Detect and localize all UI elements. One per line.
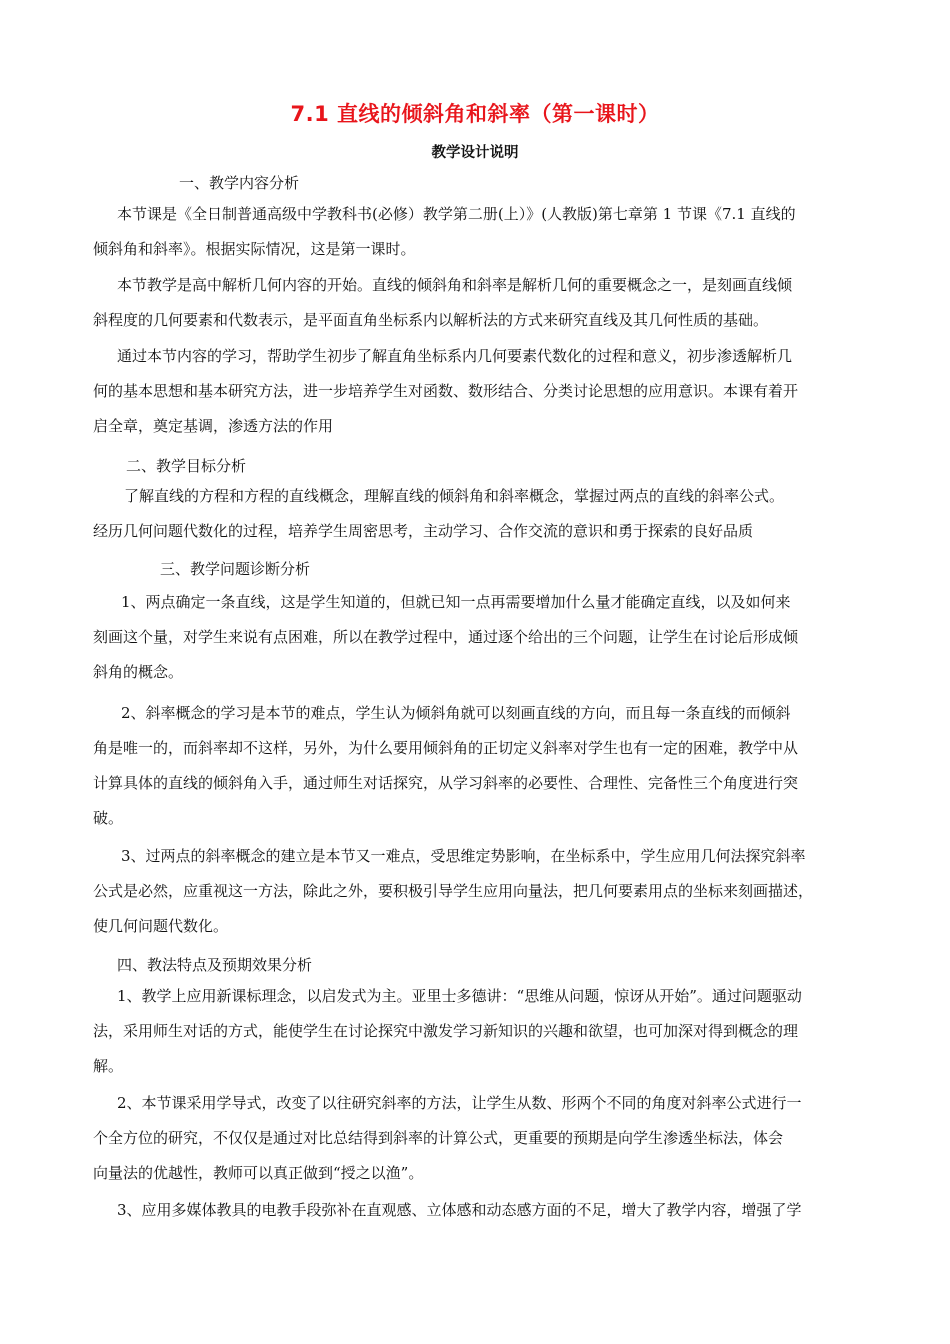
text-line: 何的基本思想和基本研究方法，进一步培养学生对函数、数形结合、分类讨论思想的应用意识。本课有着开 bbox=[93, 382, 799, 400]
text-line: 3、应用多媒体教具的电教手段弥补在直观感、立体感和动态感方面的不足，增大了教学内容，增强了学 bbox=[117, 1201, 802, 1219]
text-line: 启全章，奠定基调，渗透方法的作用 bbox=[93, 417, 334, 435]
section-3-paragraph-2 bbox=[93, 696, 799, 836]
text-line: 计算具体的直线的倾斜角入手，通过师生对话探究，从学习斜率的必要性、合理性、完备性三个角度进行突 bbox=[93, 774, 799, 792]
section-4-paragraph-1 bbox=[93, 979, 802, 1084]
text-line: 个全方位的研究，不仅仅是通过对比总结得到斜率的计算公式，更重要的预期是向学生渗透坐标法，体会 bbox=[93, 1129, 784, 1147]
text-line: 本节课是《全日制普通高级中学教科书(必修）教学第二册(上）》(人教版)第七章第 1 节课《7.1 直线的 bbox=[117, 205, 796, 223]
text-line: 1、两点确定一条直线，这是学生知道的，但就已知一点再需要增加什么量才能确定直线，以及如何来 bbox=[121, 593, 791, 611]
text-line: 了解直线的方程和方程的直线概念，理解直线的倾斜角和斜率概念，掌握过两点的直线的斜率公式。 bbox=[124, 487, 785, 505]
text-line: 角是唯一的，而斜率却不这样，另外，为什么要用倾斜角的正切定义斜率对学生也有一定的困难，教学中从 bbox=[93, 739, 799, 757]
text-line: 1、教学上应用新课标理念，以启发式为主。亚里士多德讲：“思维从问题，惊讶从开始”。通过问题驱动 bbox=[117, 987, 802, 1005]
text-line: 刻画这个量，对学生来说有点困难，所以在教学过程中，通过逐个给出的三个问题，让学生在讨论后形成倾 bbox=[93, 628, 799, 646]
document-subtitle: 教学设计说明 bbox=[431, 145, 519, 161]
document-title: 7.1 直线的倾斜角和斜率（第一课时） bbox=[290, 102, 660, 126]
text-line: 公式是必然，应重视这一方法，除此之外，要积极引导学生应用向量法，把几何要素用点的坐标来刻画描述， bbox=[93, 882, 814, 900]
text-line: 2、斜率概念的学习是本节的难点，学生认为倾斜角就可以刻画直线的方向，而且每一条直线的而倾斜 bbox=[121, 704, 791, 722]
section-3-paragraph-1 bbox=[93, 585, 799, 690]
section-1-heading: 一、教学内容分析 bbox=[179, 174, 300, 192]
text-line: 向量法的优越性，教师可以真正做到“授之以渔”。 bbox=[93, 1164, 424, 1182]
text-line: 经历几何问题代数化的过程，培养学生周密思考，主动学习、合作交流的意识和勇于探索的良好品质 bbox=[93, 522, 754, 540]
text-line: 通过本节内容的学习，帮助学生初步了解直角坐标系内几何要素代数化的过程和意义，初步渗透解析几 bbox=[117, 347, 793, 365]
text-line: 倾斜角和斜率》。根据实际情况，这是第一课时。 bbox=[93, 240, 416, 258]
section-2-heading: 二、教学目标分析 bbox=[126, 457, 247, 475]
text-line: 2、本节课采用学导式，改变了以往研究斜率的方法，让学生从数、形两个不同的角度对斜率公式进行一 bbox=[117, 1094, 802, 1112]
section-4-paragraph-2 bbox=[93, 1086, 802, 1191]
section-1-paragraph-2 bbox=[93, 268, 793, 338]
text-line: 3、过两点的斜率概念的建立是本节又一难点，受思维定势影响，在坐标系中，学生应用几何法探究斜率 bbox=[121, 847, 806, 865]
section-4-heading: 四、教法特点及预期效果分析 bbox=[117, 956, 313, 974]
section-3-heading: 三、教学问题诊断分析 bbox=[160, 560, 311, 578]
text-line: 法，采用师生对话的方式，能使学生在讨论探究中激发学习新知识的兴趣和欲望，也可加深对得到概念的理 bbox=[93, 1022, 799, 1040]
section-3-paragraph-3 bbox=[93, 839, 814, 944]
text-line: 使几何问题代数化。 bbox=[93, 917, 229, 935]
text-line: 破。 bbox=[93, 809, 124, 827]
section-1-paragraph-1 bbox=[93, 197, 796, 267]
section-2-paragraph-1 bbox=[93, 479, 785, 549]
section-4-paragraph-3 bbox=[117, 1193, 802, 1228]
text-line: 斜角的概念。 bbox=[93, 663, 184, 681]
text-line: 斜程度的几何要素和代数表示，是平面直角坐标系内以解析法的方式来研究直线及其几何性质的基础。 bbox=[93, 311, 769, 329]
text-line: 本节教学是高中解析几何内容的开始。直线的倾斜角和斜率是解析几何的重要概念之一，是刻画直线倾 bbox=[117, 276, 793, 294]
section-1-paragraph-3 bbox=[93, 339, 799, 444]
text-line: 解。 bbox=[93, 1057, 124, 1075]
